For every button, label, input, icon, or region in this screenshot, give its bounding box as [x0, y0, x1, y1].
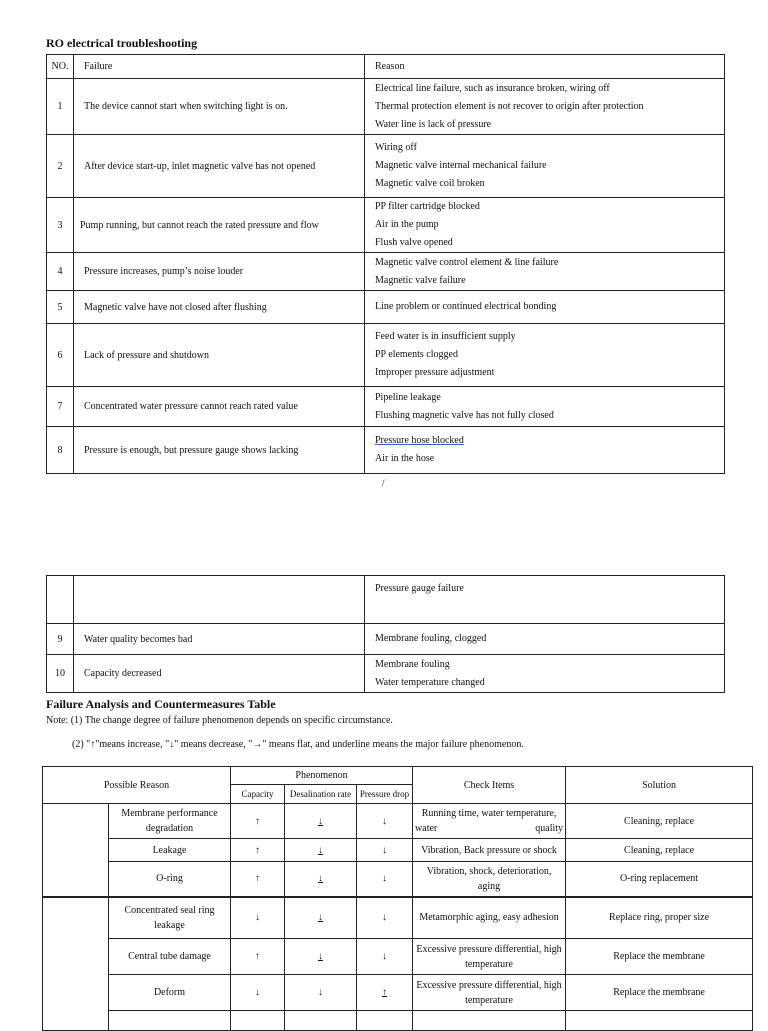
- pressure-drop-arrow: ↓: [357, 897, 413, 939]
- reason-line: Thermal protection element is not recover to origin after protection: [375, 100, 644, 112]
- reason-line: Air in the hose: [375, 453, 435, 464]
- row-number: 5: [47, 291, 74, 324]
- row-failure: After device start-up, inlet magnetic valve has not opened: [74, 135, 365, 198]
- table-row: [47, 655, 725, 693]
- pressure-drop-cell-cut: [357, 1011, 413, 1031]
- row-reasons: [365, 324, 725, 387]
- row-check-items: Excessive pressure differential, high temperature: [413, 975, 566, 1011]
- row-reasons: [365, 624, 725, 655]
- table-row: [47, 79, 725, 135]
- section-title-electrical: RO electrical troubleshooting: [46, 36, 198, 50]
- table-row-partial: [43, 1011, 753, 1031]
- reason-line: Line problem or continued electrical bonding: [375, 301, 557, 312]
- capacity-arrow: ↑: [231, 804, 285, 839]
- row-check-items: Vibration, Back pressure or shock: [413, 839, 566, 862]
- reason-line: Improper pressure adjustment: [375, 367, 495, 378]
- row-failure: Concentrated water pressure cannot reach rated value: [74, 387, 365, 427]
- table-row: [47, 624, 725, 655]
- row-number: 8: [47, 427, 74, 474]
- note-1: Note: (1) The change degree of failure phenomenon depends on specific circumstance.: [46, 715, 393, 726]
- header-no: NO.: [47, 55, 74, 79]
- row-failure: Water quality becomes bad: [74, 624, 365, 655]
- header-pressure-drop: Pressure drop: [357, 785, 413, 804]
- row-reason-cut: [109, 1011, 231, 1031]
- row-failure: The device cannot start when switching light is on.: [74, 79, 365, 135]
- row-failure: Pump running, but cannot reach the rated pressure and flow: [74, 198, 365, 253]
- table-row: [47, 198, 725, 253]
- electrical-troubleshooting-table: [46, 54, 725, 474]
- row-reasons: [365, 291, 725, 324]
- header-phenomenon: Phenomenon: [231, 767, 413, 785]
- row-reasons: [365, 655, 725, 693]
- row-check-items: Running time, water temperature, water quality: [413, 804, 566, 839]
- row-reasons: [365, 253, 725, 291]
- reason-line: Pressure gauge failure: [375, 583, 464, 594]
- reason-line: Flush valve opened: [375, 237, 453, 248]
- desalination-arrow: ↓: [285, 862, 357, 897]
- section-title-failure-analysis: Failure Analysis and Countermeasures Table: [46, 697, 276, 711]
- reason-line: Air in the pump: [375, 219, 439, 230]
- row-solution: Replace the membrane: [566, 939, 753, 975]
- table-row: [47, 253, 725, 291]
- table-row: [43, 939, 753, 975]
- header-capacity: Capacity: [231, 785, 285, 804]
- reason-line: Magnetic valve coil broken: [375, 178, 485, 189]
- reason-group-cell: [43, 804, 109, 897]
- row-number: 10: [47, 655, 74, 693]
- solution-cell-cut: [566, 1011, 753, 1031]
- reason-line: Water line is lack of pressure: [375, 118, 492, 130]
- table-row: [47, 427, 725, 474]
- row-check-items: Metamorphic aging, easy adhesion: [413, 897, 566, 939]
- capacity-arrow: ↑: [231, 862, 285, 897]
- row-number: 9: [47, 624, 74, 655]
- row-reason: Concentrated seal ring leakage: [109, 897, 231, 939]
- row-number: 4: [47, 253, 74, 291]
- row-failure: Magnetic valve have not closed after flushing: [74, 291, 365, 324]
- row-reason: Membrane performance degradation: [109, 804, 231, 839]
- row-reasons: [365, 135, 725, 198]
- header-solution: Solution: [566, 767, 753, 804]
- header-failure: Failure: [74, 55, 365, 79]
- capacity-arrow: ↑: [231, 839, 285, 862]
- capacity-arrow: ↓: [231, 975, 285, 1011]
- row-number: 3: [47, 198, 74, 253]
- reason-line: Wiring off: [375, 142, 417, 153]
- reason-line: Pressure hose blocked: [375, 435, 464, 446]
- capacity-arrow: ↓: [231, 897, 285, 939]
- reason-line: Feed water is in insufficient supply: [375, 331, 516, 342]
- header-desalination-rate: Desalination rate: [285, 785, 357, 804]
- header-possible-reason: Possible Reason: [43, 767, 231, 804]
- desalination-arrow: ↓: [285, 897, 357, 939]
- reason-group-cell: [43, 897, 109, 1031]
- table-row: [43, 804, 753, 839]
- reason-line: Magnetic valve failure: [375, 274, 466, 286]
- table-row: [47, 576, 725, 624]
- table-row: [43, 839, 753, 862]
- page-mark: /: [382, 478, 385, 488]
- check-items-cell-cut: [413, 1011, 566, 1031]
- reason-line: Membrane fouling, clogged: [375, 633, 487, 644]
- reason-line: Membrane fouling: [375, 658, 450, 670]
- row-number: 1: [47, 79, 74, 135]
- desalination-arrow: ↓: [285, 939, 357, 975]
- table-row: [43, 862, 753, 897]
- electrical-troubleshooting-table-continued: [46, 575, 725, 693]
- note-2: (2) "↑"means increase, "↓" means decrease, "→" means flat, and underline means the major failure phenomenon.: [72, 739, 524, 750]
- row-reasons: [365, 198, 725, 253]
- header-check-items: Check Items: [413, 767, 566, 804]
- row-failure: Capacity decreased: [74, 655, 365, 693]
- row-number: 6: [47, 324, 74, 387]
- row-failure: Pressure increases, pump’s noise louder: [74, 253, 365, 291]
- reason-line: PP filter cartridge blocked: [375, 201, 480, 212]
- row-solution: Cleaning, replace: [566, 839, 753, 862]
- table-row: [43, 897, 753, 939]
- pressure-drop-arrow: ↓: [357, 939, 413, 975]
- table-row: [47, 291, 725, 324]
- pressure-drop-arrow: ↓: [357, 862, 413, 897]
- desalination-arrow: ↓: [285, 975, 357, 1011]
- pressure-drop-arrow: ↑: [357, 975, 413, 1011]
- row-number: 2: [47, 135, 74, 198]
- pressure-drop-arrow: ↓: [357, 839, 413, 862]
- reason-line: Flushing magnetic valve has not fully closed: [375, 409, 554, 421]
- capacity-cell-cut: [231, 1011, 285, 1031]
- table-row: [47, 324, 725, 387]
- row-reason: O-ring: [109, 862, 231, 897]
- row-number: 7: [47, 387, 74, 427]
- desalination-arrow: ↓: [285, 804, 357, 839]
- row-reasons: [365, 576, 725, 624]
- reason-line: Electrical line failure, such as insurance broken, wiring off: [375, 82, 610, 94]
- row-solution: Replace ring, proper size: [566, 897, 753, 939]
- reason-line: Magnetic valve control element & line failure: [375, 256, 559, 268]
- row-reasons: [365, 79, 725, 135]
- desalination-arrow: ↓: [285, 839, 357, 862]
- row-reason: Deform: [109, 975, 231, 1011]
- row-check-items: Excessive pressure differential, high temperature: [413, 939, 566, 975]
- table-header-row: [47, 55, 725, 79]
- table-row: [47, 135, 725, 198]
- reason-line: Pipeline leakage: [375, 391, 441, 403]
- row-solution: O-ring replacement: [566, 862, 753, 897]
- table-header-row: [43, 767, 753, 785]
- row-number: [47, 576, 74, 624]
- row-failure: Pressure is enough, but pressure gauge shows lacking: [74, 427, 365, 474]
- row-reasons: [365, 427, 725, 474]
- row-reason: Leakage: [109, 839, 231, 862]
- table-row: [47, 387, 725, 427]
- row-solution: Replace the membrane: [566, 975, 753, 1011]
- header-reason: Reason: [365, 55, 725, 79]
- row-failure: Lack of pressure and shutdown: [74, 324, 365, 387]
- row-reasons: [365, 387, 725, 427]
- failure-analysis-table: [42, 766, 753, 1031]
- row-reason: Central tube damage: [109, 939, 231, 975]
- reason-line: Magnetic valve internal mechanical failure: [375, 160, 547, 171]
- row-failure: [74, 576, 365, 624]
- reason-line: PP elements clogged: [375, 349, 458, 360]
- table-row: [43, 975, 753, 1011]
- row-solution: Cleaning, replace: [566, 804, 753, 839]
- row-check-items: Vibration, shock, deterioration, aging: [413, 862, 566, 897]
- capacity-arrow: ↑: [231, 939, 285, 975]
- reason-line: Water temperature changed: [375, 676, 485, 688]
- pressure-drop-arrow: ↓: [357, 804, 413, 839]
- desalination-cell-cut: [285, 1011, 357, 1031]
